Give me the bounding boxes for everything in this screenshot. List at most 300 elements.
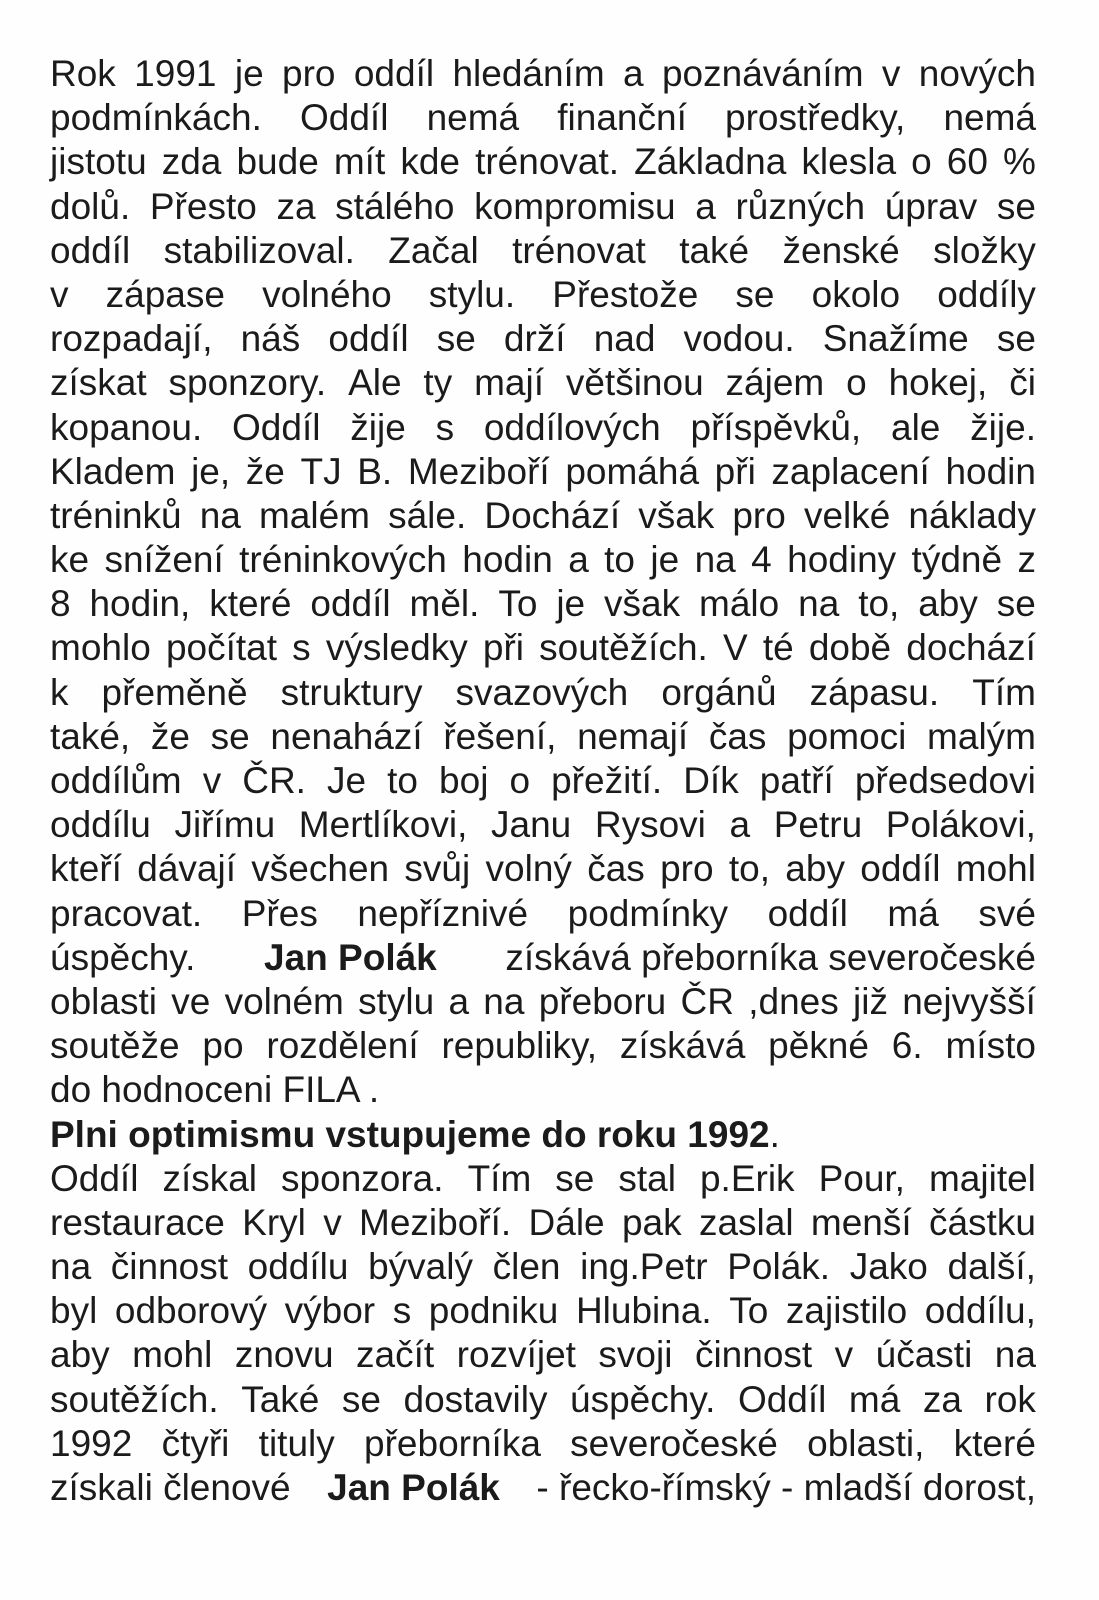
- word: má: [887, 892, 939, 934]
- bold-name: Jan Polák: [264, 936, 437, 978]
- word: podmínky: [567, 892, 729, 934]
- word: vodou.: [683, 318, 795, 360]
- word: soutěže: [50, 1025, 180, 1067]
- word: přeborníka: [364, 1422, 541, 1464]
- word: na: [694, 539, 736, 581]
- word: okolo: [811, 273, 901, 315]
- word: zápasu.: [809, 671, 940, 713]
- word: přeboru: [538, 980, 667, 1022]
- word: k: [50, 671, 69, 713]
- word: Oddíl: [300, 97, 389, 139]
- word: ke: [50, 539, 90, 581]
- word: v: [834, 1334, 854, 1376]
- line-text-after: získává přeborníka severočeské: [505, 936, 1036, 978]
- word: pomáhá: [565, 450, 700, 492]
- text-line: [50, 1422, 1036, 1466]
- word: jistotu: [50, 141, 147, 183]
- text-line: [50, 626, 1036, 670]
- word: aby: [50, 1334, 110, 1376]
- word: pracovat.: [50, 892, 203, 934]
- word: Snažíme: [822, 318, 969, 360]
- word: ing.Petr: [580, 1246, 708, 1288]
- word: či: [1009, 362, 1036, 404]
- word: tréninkových: [239, 539, 447, 581]
- word: majitel: [928, 1157, 1036, 1199]
- word: kompromisu: [474, 185, 676, 227]
- word: Kladem: [50, 450, 176, 492]
- word: Rysovi: [594, 804, 706, 846]
- text-line: [50, 185, 1036, 229]
- word: oddíly: [937, 273, 1036, 315]
- word: zaslal: [698, 1201, 794, 1243]
- text-line: [50, 406, 1036, 450]
- word: s: [435, 406, 455, 448]
- word: zda: [161, 141, 222, 183]
- word: oblasti,: [807, 1422, 925, 1464]
- word: Mertlíkovi,: [298, 804, 468, 846]
- word: při: [482, 627, 524, 669]
- word: Meziboří: [407, 450, 550, 492]
- word: rozdělení: [266, 1025, 419, 1067]
- text-line: [50, 715, 1036, 759]
- bold-name: Jan Polák: [327, 1467, 500, 1508]
- word: Je: [327, 760, 367, 801]
- word: je: [234, 53, 264, 94]
- word: nad: [593, 318, 656, 360]
- word: kteří: [50, 848, 122, 890]
- word: z: [1017, 539, 1036, 581]
- word: oddíl: [328, 318, 409, 360]
- word: kopanou.: [50, 406, 203, 448]
- word: získává: [619, 1025, 746, 1067]
- word: stylu: [358, 980, 435, 1022]
- word: je: [556, 583, 586, 625]
- text-line: [50, 1378, 1036, 1422]
- word: za: [922, 1378, 962, 1420]
- text-line: [50, 96, 1036, 140]
- word: má: [848, 1378, 901, 1420]
- word: 4: [751, 539, 772, 581]
- word: pro: [660, 848, 714, 890]
- word: ženské: [782, 229, 900, 271]
- word: se: [210, 715, 250, 757]
- word: podmínkách.: [50, 97, 262, 139]
- word: pěkné: [768, 1025, 869, 1067]
- word: hodin: [462, 539, 553, 581]
- word: svůj: [404, 848, 471, 890]
- text-line: [50, 273, 1036, 317]
- word: sponzory.: [168, 362, 327, 404]
- text-line-with-bold-name: [50, 936, 1036, 980]
- word: oddíl: [767, 892, 848, 934]
- word: oddíl: [860, 848, 941, 890]
- document-body: [50, 52, 1036, 1510]
- word: další,: [947, 1246, 1036, 1288]
- word: Přestože: [552, 273, 699, 315]
- text-line: [50, 892, 1036, 936]
- word: To: [729, 1290, 769, 1332]
- word: mohl: [955, 848, 1036, 890]
- word: té: [762, 627, 794, 669]
- word: volném: [224, 980, 344, 1022]
- word: a: [623, 53, 644, 94]
- word: boj: [439, 760, 489, 801]
- word: Rok: [50, 53, 116, 94]
- word: bude: [236, 141, 319, 183]
- word: ČR.: [242, 760, 306, 801]
- word: získal: [162, 1157, 258, 1199]
- text-line: [50, 1333, 1036, 1377]
- word: prostředky,: [725, 97, 906, 139]
- text-line: [50, 1201, 1036, 1245]
- word: svazových: [455, 671, 629, 713]
- word: znovu: [234, 1334, 334, 1376]
- word: zajistilo: [785, 1290, 908, 1332]
- text-line: [50, 847, 1036, 891]
- word: se: [735, 273, 775, 315]
- word: také: [679, 229, 750, 271]
- word: poznáváním: [661, 53, 864, 94]
- word: v: [202, 760, 222, 801]
- word: místo: [945, 1025, 1036, 1067]
- word: čas: [587, 848, 645, 890]
- word: o: [846, 362, 867, 404]
- word: oddíl: [310, 583, 391, 625]
- word: velké: [803, 494, 891, 536]
- word: a: [448, 980, 470, 1022]
- word: Jiřímu: [174, 804, 276, 846]
- word: se: [996, 185, 1036, 227]
- text-line: [50, 582, 1036, 626]
- text-line: [50, 538, 1036, 582]
- word: a: [695, 185, 716, 227]
- word: bývalý: [368, 1246, 473, 1288]
- word: se: [996, 318, 1036, 360]
- word: ve: [171, 980, 211, 1022]
- word: na: [994, 1334, 1036, 1376]
- word: týdně: [911, 539, 1003, 581]
- word: mít: [333, 141, 386, 183]
- word: republiky,: [441, 1025, 598, 1067]
- word: všechen: [251, 848, 390, 890]
- word: také,: [50, 715, 131, 757]
- text-line: [50, 671, 1036, 715]
- word: se: [436, 318, 476, 360]
- word: částku: [928, 1201, 1036, 1243]
- word: při: [714, 450, 756, 492]
- word: činnost: [110, 1246, 229, 1288]
- word: Základna: [634, 141, 787, 183]
- section-heading: [50, 1113, 1036, 1157]
- word: klesla: [801, 141, 897, 183]
- word: složky: [933, 229, 1036, 271]
- word: za: [276, 185, 316, 227]
- word: nemá: [943, 97, 1036, 139]
- word: orgánů: [661, 671, 777, 713]
- word: Janu: [491, 804, 572, 846]
- word: Petru: [773, 804, 863, 846]
- word: v: [323, 1201, 342, 1243]
- word: rozpadají,: [50, 318, 213, 360]
- word: malém: [258, 494, 371, 536]
- word: trénovat.: [475, 141, 620, 183]
- word: začít: [356, 1334, 435, 1376]
- word: žije: [350, 406, 406, 448]
- word: čas: [708, 715, 767, 757]
- word: aby: [918, 583, 978, 625]
- word: na: [50, 1246, 92, 1288]
- word: a: [729, 804, 751, 846]
- word: málo: [699, 583, 780, 625]
- heading-period: .: [769, 1113, 780, 1155]
- word: oddíl: [353, 53, 435, 94]
- word: které: [209, 583, 292, 625]
- word: pomoci: [787, 715, 907, 757]
- word: Meziboří.: [359, 1201, 512, 1243]
- word: stálého: [335, 185, 455, 227]
- word: se: [341, 1378, 381, 1420]
- word: mohlo: [50, 627, 151, 669]
- word: mohl: [132, 1334, 213, 1376]
- word: TJ: [300, 450, 342, 492]
- word: oddílových: [483, 406, 661, 448]
- text-line: [50, 1289, 1036, 1333]
- word: 1991: [134, 53, 217, 94]
- word: Tím: [972, 671, 1036, 713]
- word: to: [387, 760, 418, 801]
- word: p.Erik: [699, 1157, 795, 1199]
- word: nenahází: [270, 715, 423, 757]
- word: a: [568, 539, 589, 581]
- word: je: [650, 539, 680, 581]
- text-line: [50, 494, 1036, 538]
- word: 8: [50, 583, 71, 625]
- word: výbor: [284, 1290, 376, 1332]
- word: mají: [474, 362, 544, 404]
- word: 1992: [50, 1422, 133, 1464]
- line-text-after: - řecko-římský - mladší dorost,: [536, 1467, 1036, 1508]
- word: podniku: [428, 1290, 559, 1332]
- word: To: [498, 583, 538, 625]
- word: Přes: [241, 892, 318, 934]
- text-line: [50, 450, 1036, 494]
- word: náš: [240, 318, 301, 360]
- word: oblasti: [50, 980, 157, 1022]
- text-line: [50, 1024, 1036, 1068]
- word: člen: [492, 1246, 561, 1288]
- word: měl.: [409, 583, 480, 625]
- word: Polák.: [727, 1246, 831, 1288]
- word: o: [509, 760, 531, 801]
- word: na: [483, 980, 525, 1022]
- word: dávají: [137, 848, 236, 890]
- word: rozvíjet: [456, 1334, 576, 1376]
- word: hokej,: [888, 362, 988, 404]
- word: úprav: [884, 185, 978, 227]
- word: B.: [357, 450, 393, 492]
- word: patří: [759, 760, 834, 801]
- word: Přesto: [149, 185, 257, 227]
- word: zápase: [105, 273, 225, 315]
- word: to,: [858, 583, 900, 625]
- text-line-with-bold-name: [50, 1466, 1036, 1510]
- word: však: [604, 583, 681, 625]
- word: restaurace: [50, 1201, 225, 1243]
- word: oddíl: [50, 229, 131, 271]
- word: malým: [927, 715, 1036, 757]
- word: výsledky: [325, 627, 468, 669]
- word: získat: [50, 362, 147, 404]
- word: různých: [735, 185, 866, 227]
- word: pro: [282, 53, 336, 94]
- word: soutěžích.: [539, 627, 708, 669]
- word: se: [555, 1157, 595, 1199]
- word: úspěchy.: [570, 1378, 716, 1420]
- word: soutěžích.: [50, 1378, 219, 1420]
- word: o: [911, 141, 932, 183]
- word: volného: [262, 273, 392, 315]
- line-text: do hodnoceni FILA .: [50, 1069, 380, 1111]
- text-line: [50, 1245, 1036, 1289]
- word: nemají: [577, 715, 689, 757]
- text-line: [50, 980, 1036, 1024]
- word: že: [245, 450, 285, 492]
- word: to,: [728, 848, 770, 890]
- word: snížení: [104, 539, 224, 581]
- word: pak: [621, 1201, 682, 1243]
- text-line: [50, 229, 1036, 273]
- word: nepříznivé: [357, 892, 529, 934]
- word: pro: [732, 494, 786, 536]
- word: trénovat: [512, 229, 646, 271]
- word: dolů.: [50, 185, 131, 227]
- text-line: [50, 317, 1036, 361]
- word: tréninků: [50, 494, 182, 536]
- word: v: [881, 53, 901, 94]
- word: přežití.: [551, 760, 663, 801]
- word: s: [392, 1290, 412, 1332]
- word: Ale: [348, 362, 402, 404]
- text-line-last: [50, 1068, 1036, 1112]
- word: Dále: [528, 1201, 605, 1243]
- word: zájem: [725, 362, 825, 404]
- word: hodin,: [89, 583, 191, 625]
- word: sponzora.: [281, 1157, 444, 1199]
- text-line: [50, 759, 1036, 803]
- text-line: [50, 140, 1036, 184]
- word: že: [150, 715, 190, 757]
- word: aby: [785, 848, 845, 890]
- word: na: [798, 583, 840, 625]
- word: přeměně: [101, 671, 248, 713]
- word: nových: [918, 53, 1036, 94]
- word: nemá: [426, 97, 520, 139]
- word: dochází: [906, 627, 1036, 669]
- word: tituly: [258, 1422, 335, 1464]
- word: oddílu: [50, 804, 151, 846]
- word: odborový: [114, 1290, 268, 1332]
- word: ,dnes: [748, 980, 839, 1022]
- word: menší: [810, 1201, 912, 1243]
- word: činnost: [694, 1334, 813, 1376]
- word: stylu.: [428, 273, 516, 315]
- word: struktury: [280, 671, 423, 713]
- word: hledáním: [452, 53, 605, 94]
- word: drží: [503, 318, 566, 360]
- word: V: [722, 627, 748, 669]
- word: své: [978, 892, 1036, 934]
- word: finanční: [557, 97, 687, 139]
- word: volný: [485, 848, 572, 890]
- text-line: [50, 1157, 1036, 1201]
- word: stal: [618, 1157, 676, 1199]
- word: se: [996, 583, 1036, 625]
- word: počítat: [165, 627, 278, 669]
- word: rok: [984, 1378, 1036, 1420]
- word: však: [638, 494, 715, 536]
- word: době: [808, 627, 892, 669]
- word: 6.: [891, 1025, 923, 1067]
- word: 60: [946, 141, 988, 183]
- word: předsedovi: [854, 760, 1036, 801]
- line-text-before: úspěchy.: [50, 936, 196, 978]
- word: většinou: [565, 362, 704, 404]
- word: stabilizoval.: [163, 229, 355, 271]
- word: hodiny: [787, 539, 897, 581]
- word: Oddíl: [737, 1378, 827, 1420]
- word: po: [202, 1025, 244, 1067]
- word: žije.: [970, 406, 1036, 448]
- heading-text: Plni optimismu vstupujeme do roku 1992: [50, 1113, 770, 1155]
- text-line: [50, 52, 1036, 96]
- word: Začal: [388, 229, 479, 271]
- word: Kryl: [242, 1201, 306, 1243]
- word: v: [50, 273, 69, 315]
- word: je,: [191, 450, 231, 492]
- word: nejvyšší: [902, 980, 1036, 1022]
- word: Pour,: [818, 1157, 905, 1199]
- word: náklady: [908, 494, 1036, 536]
- word: účasti: [875, 1334, 973, 1376]
- word: zaplacení: [771, 450, 930, 492]
- word: čtyři: [161, 1422, 230, 1464]
- word: na: [199, 494, 241, 536]
- word: severočeské: [570, 1422, 778, 1464]
- word: řešení,: [443, 715, 557, 757]
- word: příspěvků,: [690, 406, 862, 448]
- line-text-before: získali členové: [50, 1467, 291, 1508]
- word: již: [853, 980, 888, 1022]
- text-line: [50, 361, 1036, 405]
- word: dostavily: [403, 1378, 548, 1420]
- word: Jako: [849, 1246, 928, 1288]
- word: to: [604, 539, 636, 581]
- word: které: [953, 1422, 1036, 1464]
- word: Polákovi,: [885, 804, 1036, 846]
- word: hodin: [945, 450, 1036, 492]
- word: Oddíl: [50, 1157, 139, 1199]
- word: Hlubina.: [575, 1290, 712, 1332]
- word: oddílům: [50, 760, 182, 801]
- text-line: [50, 803, 1036, 847]
- word: sále.: [388, 494, 467, 536]
- word: kde: [400, 141, 460, 183]
- word: oddílu,: [924, 1290, 1036, 1332]
- word: ČR: [680, 980, 734, 1022]
- word: s: [292, 627, 311, 669]
- word: ale: [891, 406, 941, 448]
- word: byl: [50, 1290, 98, 1332]
